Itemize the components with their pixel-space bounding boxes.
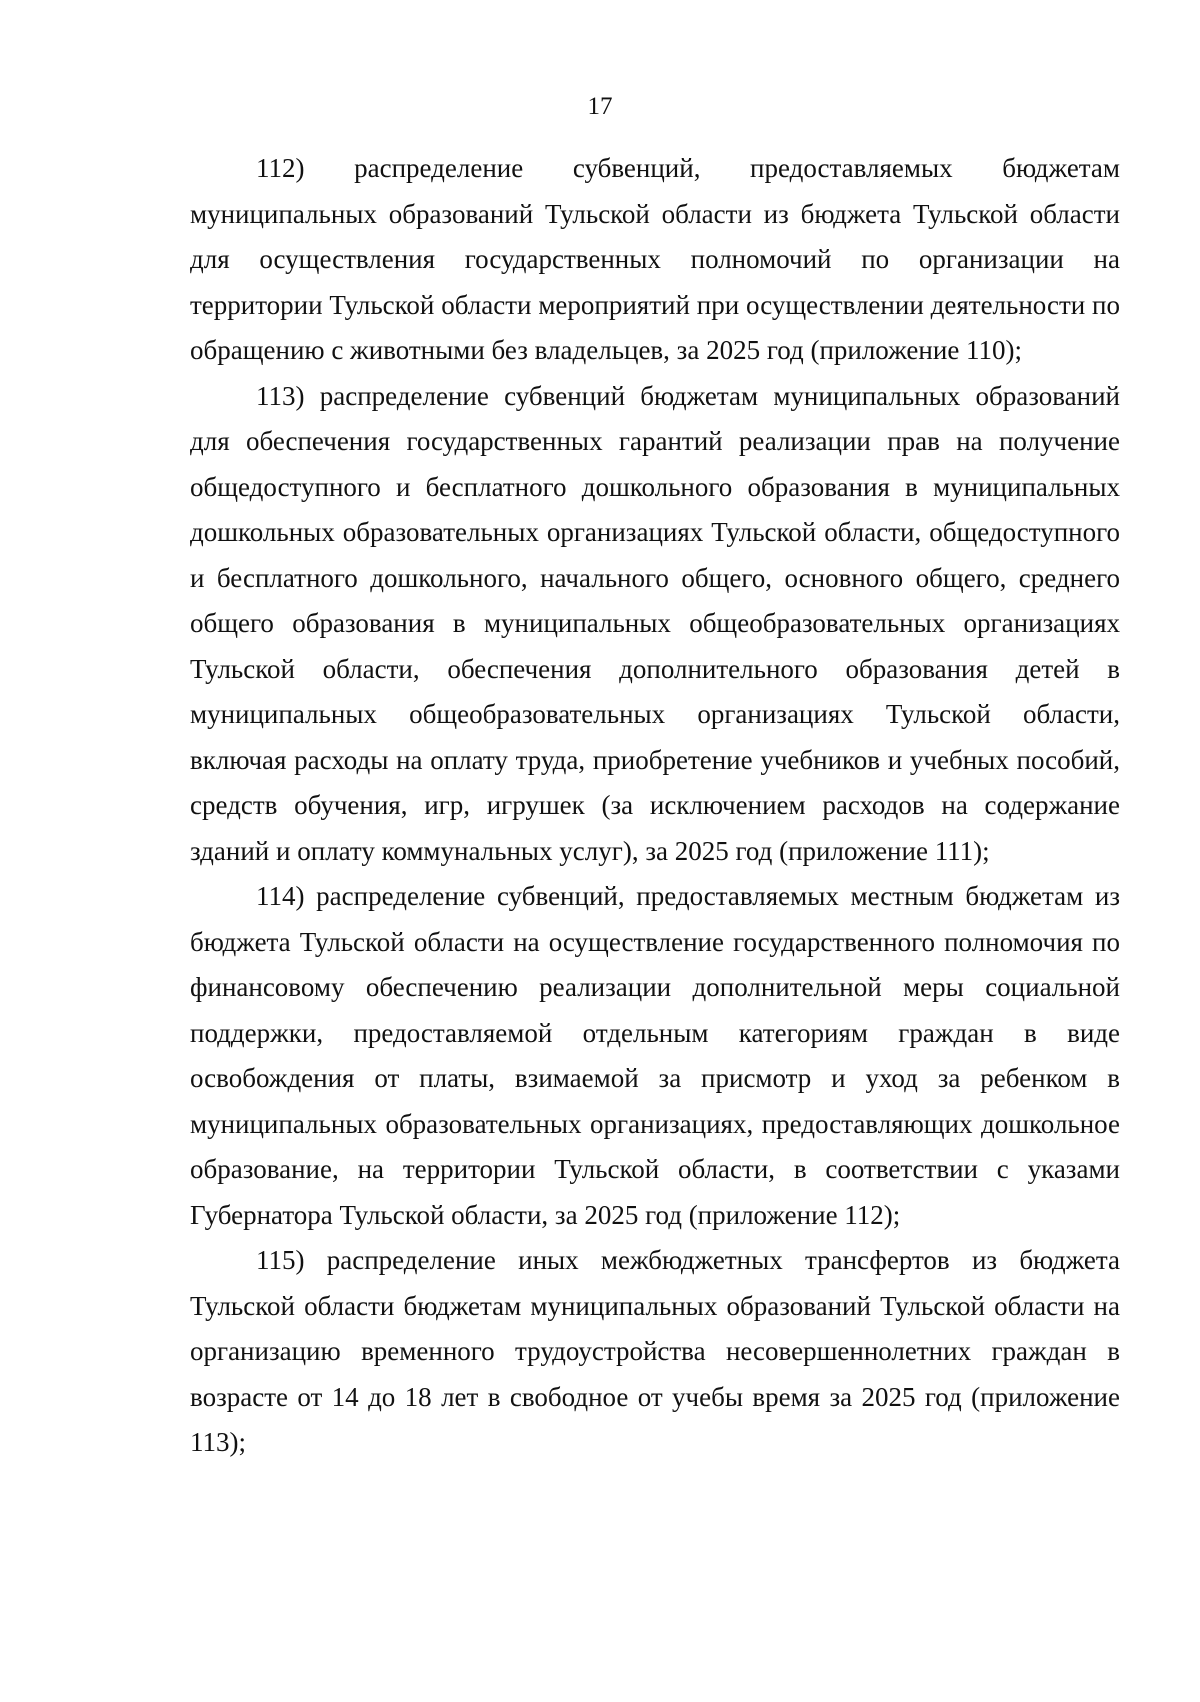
page-number: 17 bbox=[587, 93, 613, 120]
paragraph-item-113: 113) распределение субвенций бюджетам муниципальных образований для обеспечения государственных гарантий реализации прав на получение общедоступного и бесплатного дошкольного образования в муниципальных дошкольных образовательных организациях Тульской области, общедоступного и бесплатного дошкольного, начального общего, основного общего, среднего общего образования в муниципальных общеобразовательных организациях Тульской области, обеспечения дополнительного образования детей в муниципальных общеобразовательных организациях Тульской области, включая расходы на оплату труда, приобретение учебников и учебных пособий, средств обучения, игр, игрушек (за исключением расходов на содержание зданий и оплату коммунальных услуг), за 2025 год (приложение 111); bbox=[190, 380, 1120, 866]
paragraph-item-115: 115) распределение иных межбюджетных трансфертов из бюджета Тульской области бюджетам муниципальных образований Тульской области на организацию временного трудоустройства несовершеннолетних граждан в возрасте от 14 до 18 лет в свободное от учебы время за 2025 год (приложение 113); bbox=[190, 1245, 1120, 1457]
paragraph-item-114: 114) распределение субвенций, предоставляемых местным бюджетам из бюджета Тульской области на осуществление государственного полномочия по финансовому обеспечению реализации дополнительной меры социальной поддержки, предоставляемой отдельным категориям граждан в виде освобождения от платы, взимаемой за присмотр и уход за ребенком в муниципальных образовательных организациях, предоставляющих дошкольное образование, на территории Тульской области, в соответствии с указами Губернатора Тульской области, за 2025 год (приложение 112); bbox=[190, 881, 1120, 1230]
paragraph-item-112: 112) распределение субвенций, предоставляемых бюджетам муниципальных образований Тульской области из бюджета Тульской области для осуществления государственных полномочий по организации на территории Тульской области мероприятий при осуществлении деятельности по обращению с животными без владельцев, за 2025 год (приложение 110); bbox=[190, 153, 1120, 365]
document-body bbox=[190, 146, 1120, 1466]
